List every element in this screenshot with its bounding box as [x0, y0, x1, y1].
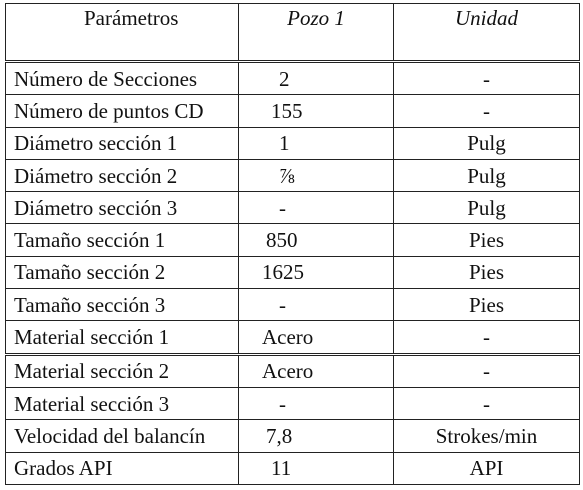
table-row — [6, 256, 580, 288]
cell-parametro: Diámetro sección 2 — [6, 159, 239, 191]
cell-pozo-1 — [239, 62, 394, 95]
cell-pozo-1 — [239, 224, 394, 256]
table-row — [6, 420, 580, 452]
table-row — [6, 159, 580, 191]
table-row — [6, 62, 580, 95]
cell-unidad: Pulg — [394, 127, 580, 159]
cell-pozo-1-value: - — [279, 391, 286, 416]
cell-parametro: Tamaño sección 3 — [6, 289, 239, 321]
cell-pozo-1-value: 1625 — [262, 260, 304, 285]
cell-unidad: - — [394, 354, 580, 387]
cell-pozo-1-value: ⅞ — [279, 163, 295, 188]
parameters-table — [5, 3, 580, 485]
cell-parametro: Velocidad del balancín — [6, 420, 239, 452]
cell-unidad: - — [394, 321, 580, 354]
cell-parametro: Número de puntos CD — [6, 95, 239, 127]
cell-pozo-1 — [239, 127, 394, 159]
cell-pozo-1-value: Acero — [262, 359, 314, 384]
cell-pozo-1-value: 155 — [271, 98, 303, 123]
table-row — [6, 452, 580, 484]
header-unidad: Unidad — [394, 4, 580, 62]
cell-unidad: - — [394, 387, 580, 419]
table-row — [6, 192, 580, 224]
table-row — [6, 289, 580, 321]
cell-unidad: - — [394, 95, 580, 127]
cell-unidad: Pies — [394, 224, 580, 256]
cell-parametro: Diámetro sección 1 — [6, 127, 239, 159]
cell-pozo-1-value: Acero — [262, 325, 314, 350]
cell-pozo-1 — [239, 387, 394, 419]
cell-pozo-1-value: - — [279, 292, 286, 317]
cell-pozo-1 — [239, 159, 394, 191]
table-row — [6, 354, 580, 387]
cell-pozo-1 — [239, 452, 394, 484]
cell-parametro: Grados API — [6, 452, 239, 484]
cell-pozo-1-value: 7,8 — [266, 423, 293, 448]
cell-parametro: Material sección 1 — [6, 321, 239, 354]
cell-pozo-1-value: - — [279, 195, 286, 220]
cell-pozo-1 — [239, 420, 394, 452]
cell-pozo-1 — [239, 192, 394, 224]
header-pozo-1: Pozo 1 — [239, 4, 394, 62]
cell-pozo-1 — [239, 95, 394, 127]
cell-parametro: Tamaño sección 1 — [6, 224, 239, 256]
cell-pozo-1 — [239, 289, 394, 321]
cell-pozo-1-value: 850 — [266, 228, 298, 253]
cell-parametro: Tamaño sección 2 — [6, 256, 239, 288]
cell-parametro: Material sección 2 — [6, 354, 239, 387]
cell-unidad: Pies — [394, 256, 580, 288]
cell-parametro: Diámetro sección 3 — [6, 192, 239, 224]
table-row — [6, 224, 580, 256]
cell-parametro: Número de Secciones — [6, 62, 239, 95]
cell-pozo-1-value: 1 — [279, 131, 290, 156]
table-row — [6, 321, 580, 354]
cell-unidad: Strokes/min — [394, 420, 580, 452]
header-parametros: Parámetros — [6, 4, 239, 62]
table-body — [6, 62, 580, 485]
cell-pozo-1-value: 11 — [271, 456, 292, 481]
cell-unidad: Pies — [394, 289, 580, 321]
cell-parametro: Material sección 3 — [6, 387, 239, 419]
cell-unidad: Pulg — [394, 192, 580, 224]
cell-pozo-1-value: 2 — [279, 66, 290, 91]
header-row — [6, 4, 580, 62]
table-row — [6, 95, 580, 127]
cell-pozo-1 — [239, 354, 394, 387]
cell-unidad: API — [394, 452, 580, 484]
cell-unidad: - — [394, 62, 580, 95]
cell-unidad: Pulg — [394, 159, 580, 191]
table-row — [6, 387, 580, 419]
cell-pozo-1 — [239, 256, 394, 288]
table-row — [6, 127, 580, 159]
cell-pozo-1 — [239, 321, 394, 354]
